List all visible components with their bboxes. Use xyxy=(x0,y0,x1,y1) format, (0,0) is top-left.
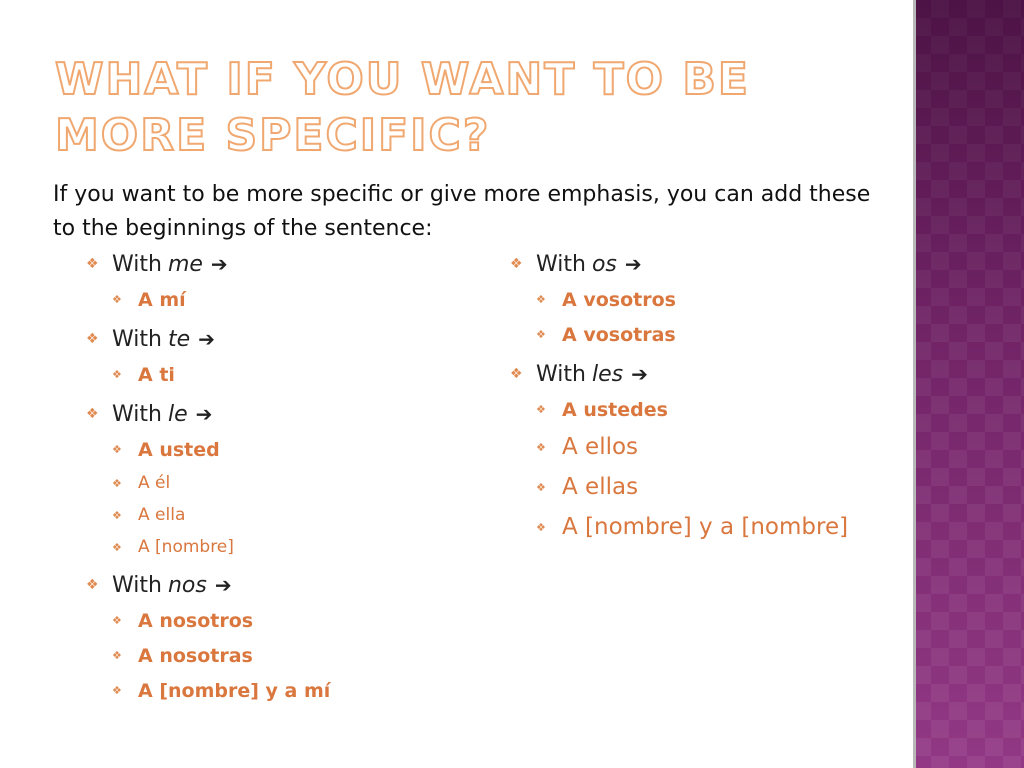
pronoun-label: le xyxy=(167,401,188,427)
sub-item xyxy=(536,392,910,427)
diamond-bullet-icon: ❖ xyxy=(112,368,122,381)
sub-item xyxy=(112,673,486,708)
sub-list xyxy=(510,392,910,551)
list-item xyxy=(510,356,910,551)
sub-item xyxy=(536,282,910,317)
sub-item-text: A [nombre] y a [nombre] xyxy=(562,514,849,540)
sub-list xyxy=(86,432,486,567)
with-label: With xyxy=(112,251,162,277)
sub-item-text: A ti xyxy=(138,363,175,386)
sub-list xyxy=(86,357,486,396)
with-label: With xyxy=(112,326,162,352)
list-item xyxy=(86,567,486,712)
arrow-right-icon: ➔ xyxy=(195,402,213,426)
diamond-bullet-icon: ❖ xyxy=(536,293,546,306)
sub-item-text: A nosotros xyxy=(138,609,254,632)
diamond-bullet-icon: ❖ xyxy=(86,331,99,347)
list-item xyxy=(86,246,486,321)
sub-item-text: A ella xyxy=(138,505,186,525)
diamond-bullet-icon: ❖ xyxy=(112,476,122,490)
sub-item xyxy=(536,317,910,352)
with-os-line xyxy=(510,246,910,282)
sub-list xyxy=(86,603,486,712)
sub-list xyxy=(86,282,486,321)
sub-item xyxy=(112,603,486,638)
right-column-list xyxy=(510,246,910,551)
arrow-right-icon: ➔ xyxy=(198,327,215,351)
sub-item-text: A ellas xyxy=(562,474,639,500)
with-label: With xyxy=(112,401,162,427)
arrow-right-icon: ➔ xyxy=(210,252,228,276)
diamond-bullet-icon: ❖ xyxy=(510,256,523,272)
left-column-list xyxy=(86,246,486,712)
decorative-side-band xyxy=(913,0,1024,768)
with-nos-line xyxy=(86,567,486,603)
sub-item-text: A [nombre] y a mí xyxy=(138,679,331,702)
sub-item-text: A él xyxy=(138,473,171,493)
diamond-bullet-icon: ❖ xyxy=(112,443,122,456)
diamond-bullet-icon: ❖ xyxy=(536,403,546,416)
sub-item xyxy=(112,467,486,499)
sub-item xyxy=(112,282,486,317)
diamond-bullet-icon: ❖ xyxy=(112,508,122,522)
sub-item xyxy=(112,432,486,467)
diamond-bullet-icon: ❖ xyxy=(536,520,546,534)
diamond-bullet-icon: ❖ xyxy=(86,256,99,272)
diamond-bullet-icon: ❖ xyxy=(112,614,122,627)
diamond-bullet-icon: ❖ xyxy=(510,366,523,382)
diamond-bullet-icon: ❖ xyxy=(536,328,546,341)
pronoun-label: les xyxy=(591,361,624,387)
diamond-bullet-icon: ❖ xyxy=(536,480,546,494)
intro-text: If you want to be more specific or give more emphasis, you can add these to the beginnings of the sentence: xyxy=(53,182,871,241)
sub-item-text: A vosotros xyxy=(562,288,676,311)
sub-item xyxy=(536,507,910,547)
with-le-line xyxy=(86,396,486,432)
list-item xyxy=(86,396,486,567)
diamond-bullet-icon: ❖ xyxy=(112,649,122,662)
arrow-right-icon: ➔ xyxy=(214,573,232,597)
diamond-bullet-icon: ❖ xyxy=(112,293,122,306)
with-label: With xyxy=(536,251,586,277)
with-les-line xyxy=(510,356,910,392)
sub-item-text: A usted xyxy=(138,438,220,461)
diamond-bullet-icon: ❖ xyxy=(112,684,122,697)
sub-item-text: A nosotras xyxy=(138,644,253,667)
with-me-line xyxy=(86,246,486,282)
slide-title: WHAT IF YOU WANT TO BE MORE SPECIFIC? xyxy=(55,54,750,161)
list-item xyxy=(510,246,910,356)
sub-item-text: A ustedes xyxy=(562,398,668,421)
sub-item-text: A vosotras xyxy=(562,323,676,346)
with-label: With xyxy=(112,572,162,598)
pronoun-label: nos xyxy=(167,572,207,598)
pronoun-label: me xyxy=(167,251,203,277)
sub-item-text: A ellos xyxy=(562,434,639,460)
sub-item xyxy=(112,531,486,563)
sub-item xyxy=(536,427,910,467)
with-te-line xyxy=(86,321,486,357)
side-band-edge xyxy=(913,0,916,768)
diamond-bullet-icon: ❖ xyxy=(86,406,99,422)
sub-item-text: A [nombre] xyxy=(138,537,234,557)
sub-item xyxy=(112,638,486,673)
pronoun-label: te xyxy=(167,326,191,352)
pronoun-label: os xyxy=(591,251,617,277)
with-label: With xyxy=(536,361,586,387)
sub-item xyxy=(112,357,486,392)
diamond-bullet-icon: ❖ xyxy=(536,440,546,454)
arrow-right-icon: ➔ xyxy=(631,362,648,386)
list-item xyxy=(86,321,486,396)
arrow-right-icon: ➔ xyxy=(624,252,642,276)
diamond-bullet-icon: ❖ xyxy=(86,577,99,593)
sub-item xyxy=(112,499,486,531)
diamond-bullet-icon: ❖ xyxy=(112,540,122,554)
sub-item-text: A mí xyxy=(138,288,186,311)
sub-item xyxy=(536,467,910,507)
sub-list xyxy=(510,282,910,356)
